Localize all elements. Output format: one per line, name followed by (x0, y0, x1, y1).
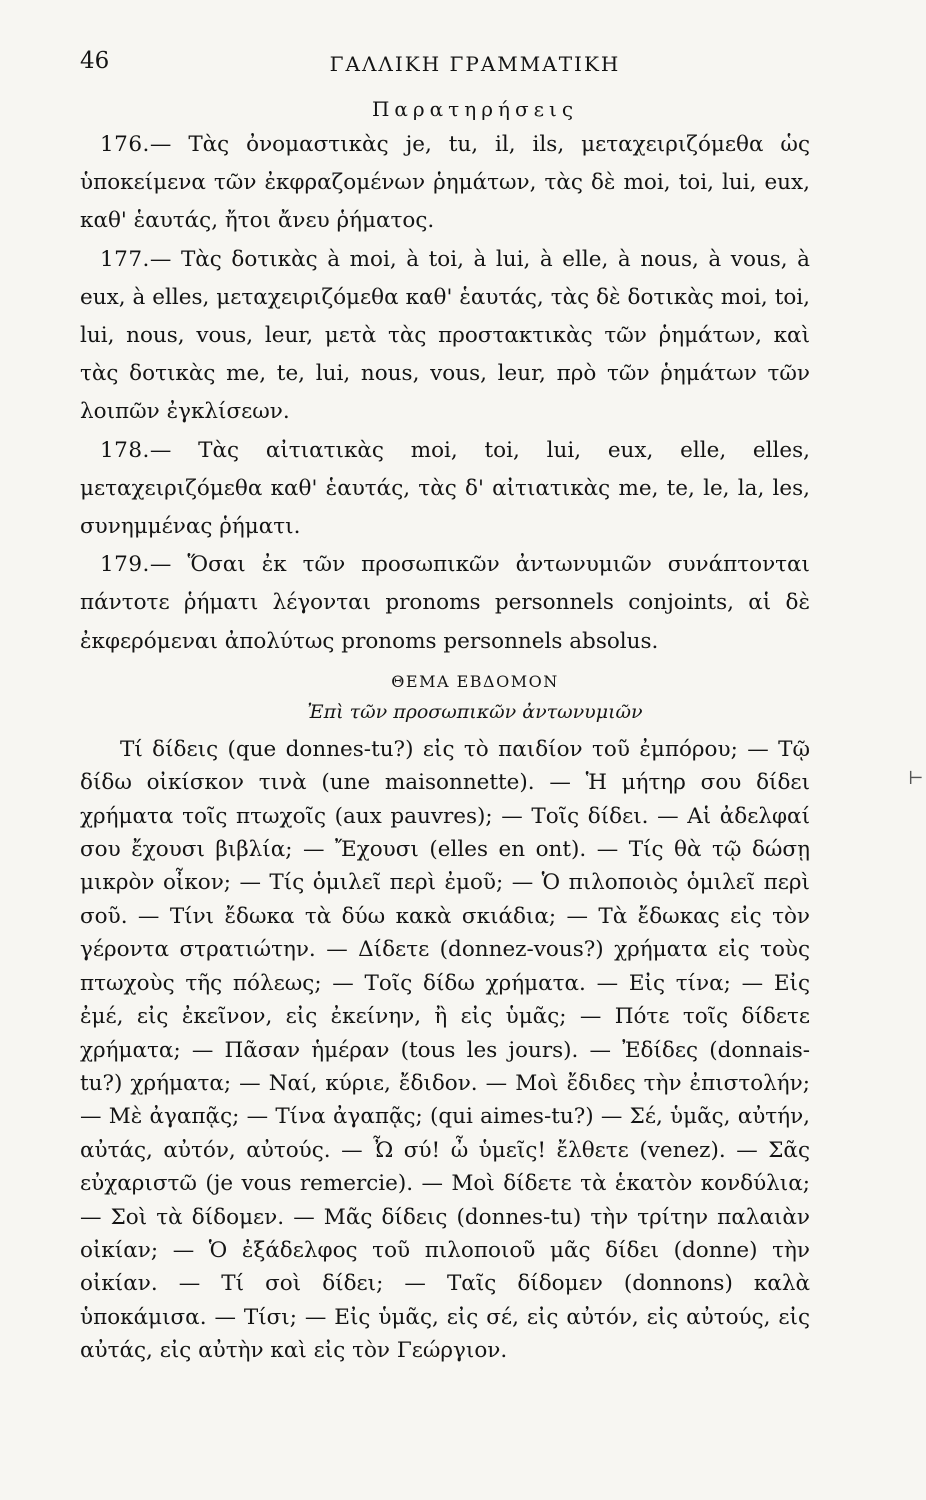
paragraph-number: 179. (100, 552, 150, 578)
page-header (80, 40, 810, 80)
running-title: ΓΑΛΛΙΚΗ ΓΡΑΜΜΑΤΙΚΗ (329, 52, 621, 76)
paragraph-179 (80, 546, 810, 661)
section-heading: Παρατηρήσεις (371, 97, 579, 121)
paragraph-178 (80, 432, 810, 547)
paragraph-176 (80, 126, 810, 241)
page-body (80, 94, 810, 1368)
paragraph-number: 177. (100, 246, 150, 272)
theme-heading: ΘΕΜΑ ΕΒΔΟΜΟΝ (391, 671, 559, 691)
paragraph-text: — Τὰς αἰτιατικὰς moi, toi, lui, eux, elle, elles, μεταχειριζόμεθα καθ' ἑαυτάς, τὰς δ' αἰτιατικὰς me, te, le, la, les, συνημμένας ῥήματι. (80, 437, 810, 540)
theme-subtitle: Ἐπὶ τῶν προσωπικῶν ἀντωνυμιῶν (307, 700, 643, 723)
page-number: 46 (80, 48, 110, 74)
paragraph-text: — Τὰς δοτικὰς à moi, à toi, à lui, à elle, à nous, à vous, à eux, à elles, μεταχειριζόμεθα καθ' ἑαυτάς, τὰς δὲ δοτικὰς moi, toi, lui, nous, vous, leur, μετὰ τὰς προστακτικὰς τῶν ῥημάτων, καὶ τὰς δοτικὰς me, te, lui, nous, vous, leur, πρὸ τῶν ῥημάτων τῶν λοιπῶν ἐγκλίσεων. (80, 246, 810, 425)
paragraph-number: 176. (100, 132, 150, 157)
paragraph-177 (80, 241, 810, 432)
paragraph-number: 178. (100, 437, 150, 463)
paragraph-text: — Ὅσαι ἐκ τῶν προσωπικῶν ἀντωνυμιῶν συνάπτονται πάντοτε ῥήματι λέγονται pronoms personnels conjoints, αἱ δὲ ἐκφερόμεναι ἀπολύτως pronoms personnels absolus. (80, 552, 810, 654)
exercise-text: Τί δίδεις (que donnes-tu?) εἰς τὸ παιδίον τοῦ ἐμπόρου; — Τῷ δίδω οἰκίσκον τινὰ (une maisonnette). — Ἡ μήτηρ σου δίδει χρήματα τοῖς πτωχοῖς (aux pauvres); — Τοῖς δίδει. — Αἱ ἀδελφαί σου ἔχουσι βιβλία; — Ἔχουσι (elles en ont). — Τίς θὰ τῷ δώσῃ μικρὸν οἶκον; — Τίς ὁμιλεῖ περὶ ἐμοῦ; — Ὁ πιλοποιὸς ὁμιλεῖ περὶ σοῦ. — Τίνι ἔδωκα τὰ δύω κακὰ σκιάδια; — Τὰ ἔδωκας εἰς τὸν γέροντα στρατιώτην. — Δίδετε (donnez-vous?) χρήματα εἰς τοὺς πτωχοὺς τῆς πόλεως; — Τοῖς δίδω χρήματα. — Εἰς τίνα; — Εἰς ἐμέ, εἰς ἐκεῖνον, εἰς ἐκείνην, ἢ εἰς ὑμᾶς; — Πότε τοῖς δίδετε χρήματα; — Πᾶσαν ἡμέραν (tous les jours). — Ἐδίδες (donnais-tu?) χρήματα; — Ναί, κύριε, ἔδιδον. — Μοὶ ἔδιδες τὴν ἐπιστολήν; — Μὲ ἀγαπᾷς; — Τίνα ἀγαπᾷς; (qui aimes-tu?) — Σέ, ὑμᾶς, αὐτήν, αὐτάς, αὐτόν, αὐτούς. — Ὦ σύ! ὦ ὑμεῖς! ἔλθετε (venez). — Σᾶς εὐχαριστῶ (je vous remercie). — Μοὶ δίδετε τὰ ἑκατὸν κονδύλια; — Σοὶ τὰ δίδομεν. — Μᾶς δίδεις (donnes-tu) τὴν τρίτην παλαιὰν οἰκίαν; — Ὁ ἐξάδελφος τοῦ πιλοποιοῦ μᾶς δίδει (donne) τὴν οἰκίαν. — Τί σοὶ δίδει; — Ταῖς δίδομεν (donnons) καλὰ ὑποκάμισα. — Τίσι; — Εἰς ὑμᾶς, εἰς σέ, εἰς αὐτόν, εἰς αὐτούς, εἰς αὐτάς, εἰς αὐτὴν καὶ εἰς τὸν Γεώργιον. (80, 736, 810, 1364)
margin-mark: ⊢ (908, 768, 924, 789)
paragraph-text: — Τὰς ὀνομαστικὰς je, tu, il, ils, μεταχειριζόμεθα ὡς ὑποκείμενα τῶν ἐκφραζομένων ῥημάτων, τὰς δὲ moi, toi, lui, eux, καθ' ἑαυτάς, ἤτοι ἄνευ ῥήματος. (80, 132, 810, 234)
